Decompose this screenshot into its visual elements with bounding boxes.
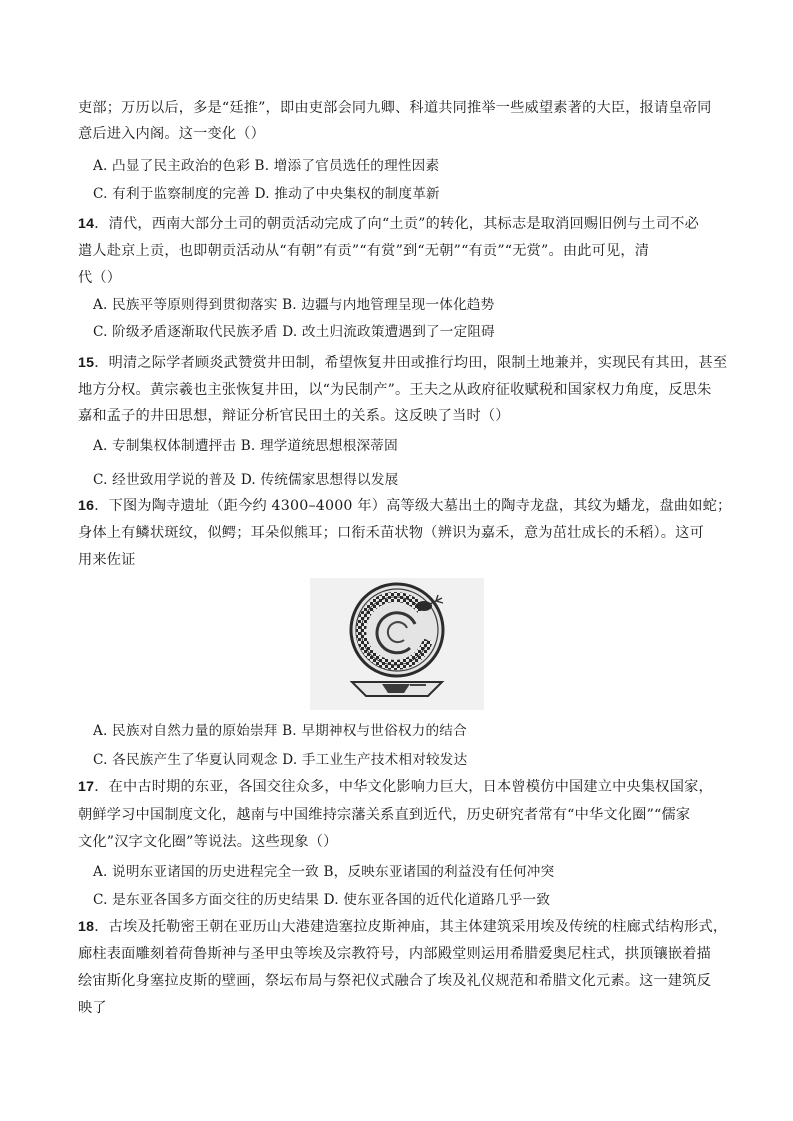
q16-line-2: 身体上有鳞状斑纹，似鳄；耳朵似熊耳；口衔禾苗状物（辨识为嘉禾，意为茁壮成长的禾稻）。这可 [78,525,704,541]
q18-line-2: 廊柱表面雕刻着荷鲁斯神与圣甲虫等埃及宗教符号，内部殿堂则运用希腊爱奥尼柱式，拱顶镶嵌着描 [78,946,712,962]
q15-line-3: 嘉和孟子的井田思想，辩证分析官民田土的关系。这反映了当时（） [78,408,510,424]
taosi-dragon-plate-image [310,578,484,710]
q16-number: 16 [78,498,95,514]
q16-option-ab[interactable]: A. 民族对自然力量的原始崇拜 B. 早期神权与世俗权力的结合 [93,723,467,739]
q16-line-3: 用来佐证 [78,552,136,568]
q17-option-ab[interactable]: A. 说明东亚诸国的历史进程完全一致 B，反映东亚诸国的利益没有任何冲突 [93,864,555,880]
q16-option-cd[interactable]: C. 各民族产生了华夏认同观念 D. 手工业生产技术相对较发达 [93,752,468,768]
q14-number: 14 [78,216,95,232]
q17-line-1 [78,777,718,797]
q15-option-ab[interactable]: A. 专制集权体制遭抨击 B. 理学道统思想根深蒂固 [93,438,398,454]
q14-text-1: ．清代，西南大部分土司的朝贡活动完成了向“土贡”的转化，其标志是取消回赐旧例与土司不必 [94,216,699,232]
q14-line-1 [78,214,718,234]
q16-line-1 [78,496,732,516]
q18-number: 18 [78,919,95,935]
q15-text-1: ．明清之际学者顾炎武赞赏井田制，希望恢复井田或推行均田，限制土地兼并，实现民有其田，甚至 [94,355,728,371]
q17-line-3: 文化”汉字文化圈”等说法。这些现象（） [78,834,338,850]
intro-option-cd[interactable]: C. 有利于监察制度的完善 D. 推动了中央集权的制度革新 [93,186,440,202]
intro-option-ab[interactable]: A. 凸显了民主政治的色彩 B. 增添了官员选任的理性因素 [93,158,440,174]
q15-number: 15 [78,355,95,371]
q15-line-1 [78,353,728,373]
q17-option-cd[interactable]: C. 是东亚各国多方面交往的历史结果 D. 使东亚各国的近代化道路几乎一致 [93,892,551,908]
q18-text-1: ．古埃及托勒密王朝在亚历山大港建造塞拉皮斯神庙，其主体建筑采用埃及传统的柱廊式结构形式， [94,919,728,935]
q18-line-3: 绘宙斯化身塞拉皮斯的壁画，祭坛布局与祭祀仪式融合了埃及礼仪规范和希腊文化元素。这一建筑反 [78,973,712,989]
q17-number: 17 [78,779,95,795]
q14-line-2: 遣人赴京上贡，也即朝贡活动从“有朝”有贡”“有赏”到“无朝”“有贡”“无赏”。由此可见，清 [78,243,650,259]
q14-line-3: 代（） [78,270,122,286]
q18-line-1 [78,917,728,937]
q16-text-1: ．下图为陶寺遗址（距今约 4300–4000 年）高等级大墓出土的陶寺龙盘，其纹为蟠龙，盘曲如蛇； [94,498,732,514]
intro-line-1: 吏部；万历以后，多是“廷推”，即由吏部会同九卿、科道共同推举一些威望素著的大臣，报请皇帝同 [78,100,712,116]
q14-option-cd[interactable]: C. 阶级矛盾逐渐取代民族矛盾 D. 改土归流政策遭遇到了一定阻碍 [93,324,495,340]
q15-line-2: 地方分权。黄宗羲也主张恢复井田，以“为民制产”。王夫之从政府征收赋税和国家权力角度，反思朱 [78,382,712,398]
q15-option-cd[interactable]: C. 经世致用学说的普及 D. 传统儒家思想得以发展 [93,472,399,488]
q14-option-ab[interactable]: A. 民族平等原则得到贯彻落实 B. 边疆与内地管理呈现一体化趋势 [93,297,495,313]
q17-text-1: ．在中古时期的东亚，各国交往众多，中华文化影响力巨大，日本曾模仿中国建立中央集权国家， [94,779,713,795]
q17-line-2: 朝鲜学习中国制度文化，越南与中国维持宗藩关系直到近代，历史研究者常有“中华文化圈”“儒家 [78,807,691,823]
intro-line-2: 意后进入内阁。这一变化（） [78,126,266,142]
q18-line-4: 映了 [78,1000,107,1016]
dragon-plate-illustration [310,578,484,710]
